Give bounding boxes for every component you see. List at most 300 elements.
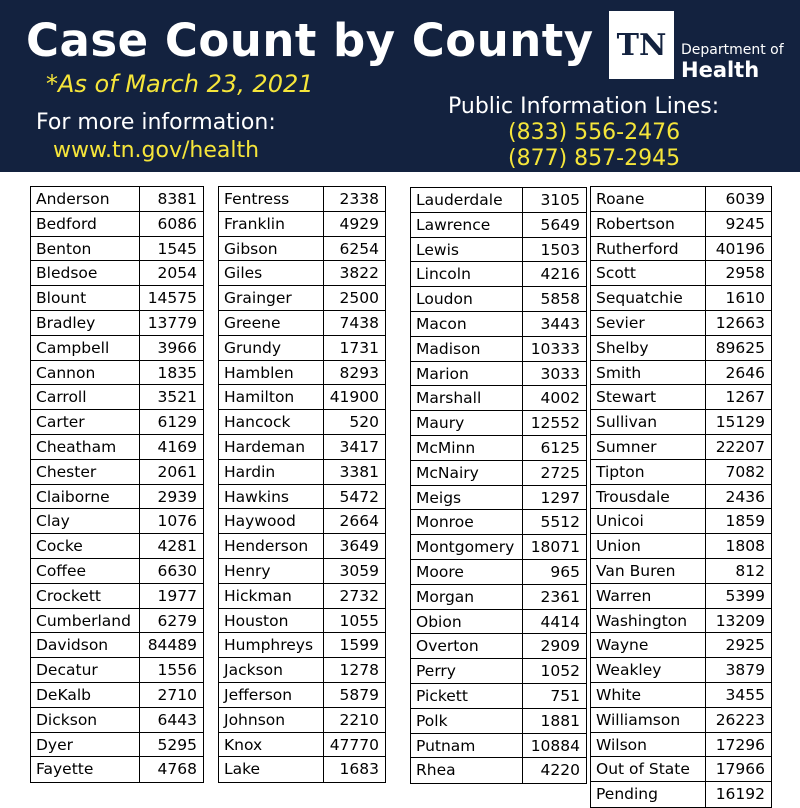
county-name: Houston — [224, 611, 289, 630]
county-name: Haywood — [224, 512, 296, 531]
case-count: 4281 — [139, 534, 203, 558]
table-row — [31, 534, 203, 559]
header-banner — [0, 0, 800, 172]
table-row — [591, 559, 771, 584]
case-count: 3649 — [323, 534, 385, 558]
county-name: Loudon — [416, 290, 473, 309]
table-row — [591, 237, 771, 262]
county-name: Perry — [416, 662, 456, 681]
table-row — [31, 658, 203, 683]
county-name: Sequatchie — [596, 289, 683, 308]
case-count: 1503 — [522, 238, 586, 262]
county-name: Knox — [224, 735, 263, 754]
table-row — [591, 733, 771, 758]
info-label: For more information: — [36, 110, 276, 135]
county-name: Washington — [596, 611, 688, 630]
case-count: 5649 — [522, 213, 586, 237]
county-name: Roane — [596, 190, 645, 208]
case-count: 2664 — [323, 509, 385, 533]
logo-department-text: Department of — [681, 42, 784, 58]
table-row — [591, 633, 771, 658]
case-count: 26223 — [705, 708, 771, 732]
county-name: Bedford — [36, 214, 97, 233]
table-row — [31, 361, 203, 386]
table-row — [219, 385, 385, 410]
case-count: 1610 — [705, 286, 771, 310]
case-count: 1297 — [522, 486, 586, 510]
table-row — [591, 410, 771, 435]
county-name: Cheatham — [36, 437, 117, 456]
table-row — [219, 609, 385, 634]
public-info-lines-title: Public Information Lines: — [448, 94, 720, 119]
case-count: 3966 — [139, 336, 203, 360]
case-count: 2939 — [139, 485, 203, 509]
table-row — [219, 311, 385, 336]
county-name: Gibson — [224, 239, 278, 258]
case-count: 6279 — [139, 609, 203, 633]
case-count: 2436 — [705, 485, 771, 509]
case-count: 1977 — [139, 584, 203, 608]
county-name: Carter — [36, 413, 85, 432]
county-name: Fayette — [36, 760, 94, 779]
county-name: Madison — [416, 339, 481, 358]
table-row — [411, 461, 586, 486]
table-row — [31, 311, 203, 336]
table-row — [31, 584, 203, 609]
table-row — [31, 757, 203, 782]
table-row — [31, 187, 203, 212]
case-count: 2054 — [139, 261, 203, 285]
case-count: 4220 — [522, 758, 586, 783]
county-name: Macon — [416, 314, 467, 333]
table-row — [31, 485, 203, 510]
case-count: 4414 — [522, 610, 586, 634]
county-name: Lewis — [416, 240, 459, 259]
county-name: Pickett — [416, 686, 468, 705]
table-row — [591, 782, 771, 807]
table-row — [219, 708, 385, 733]
case-count: 1808 — [705, 534, 771, 558]
table-row — [591, 757, 771, 782]
phone-number-2[interactable]: (877) 857-2945 — [508, 146, 681, 171]
table-row — [31, 708, 203, 733]
case-count: 965 — [522, 560, 586, 584]
county-name: Pending — [596, 785, 658, 804]
table-row — [31, 336, 203, 361]
county-name: Shelby — [596, 338, 649, 357]
county-name: Claiborne — [36, 487, 110, 506]
table-row — [219, 584, 385, 609]
table-row — [219, 187, 385, 212]
table-row — [31, 286, 203, 311]
county-name: Coffee — [36, 561, 87, 580]
table-row — [411, 758, 586, 783]
case-count: 12663 — [705, 311, 771, 335]
table-row — [411, 188, 586, 213]
county-table-column-1 — [30, 186, 204, 783]
case-count: 41900 — [323, 385, 385, 409]
table-row — [411, 510, 586, 535]
case-count: 1055 — [323, 609, 385, 633]
case-count: 6630 — [139, 559, 203, 583]
case-count: 1556 — [139, 658, 203, 682]
table-row — [219, 286, 385, 311]
county-table-column-3 — [410, 187, 587, 784]
county-name: Anderson — [36, 190, 110, 208]
case-count: 2361 — [522, 585, 586, 609]
county-name: Cocke — [36, 537, 83, 556]
case-count: 9245 — [705, 212, 771, 236]
table-row — [591, 435, 771, 460]
county-name: Warren — [596, 586, 652, 605]
table-row — [31, 212, 203, 237]
case-count: 16192 — [705, 782, 771, 807]
case-count: 2909 — [522, 634, 586, 658]
county-name: Lincoln — [416, 265, 471, 284]
case-count: 13779 — [139, 311, 203, 335]
county-name: Cumberland — [36, 611, 131, 630]
county-name: Fentress — [224, 190, 290, 208]
table-row — [591, 286, 771, 311]
table-row — [591, 361, 771, 386]
case-count: 6129 — [139, 410, 203, 434]
case-count: 7082 — [705, 460, 771, 484]
table-row — [591, 261, 771, 286]
case-count: 10333 — [522, 337, 586, 361]
county-name: Monroe — [416, 513, 474, 532]
county-name: Union — [596, 537, 641, 556]
table-row — [411, 213, 586, 238]
case-count: 4169 — [139, 435, 203, 459]
county-name: Dickson — [36, 710, 98, 729]
case-count: 6125 — [522, 436, 586, 460]
county-name: White — [596, 685, 642, 704]
county-name: Jefferson — [224, 685, 293, 704]
county-name: Henry — [224, 561, 271, 580]
county-name: Montgomery — [416, 538, 515, 557]
table-row — [591, 509, 771, 534]
case-count: 84489 — [139, 633, 203, 657]
county-name: Obion — [416, 612, 462, 631]
table-row — [219, 435, 385, 460]
table-row — [411, 337, 586, 362]
case-count: 520 — [323, 410, 385, 434]
county-name: Jackson — [224, 661, 283, 680]
table-row — [591, 336, 771, 361]
table-row — [591, 212, 771, 237]
table-row — [31, 733, 203, 758]
table-row — [411, 436, 586, 461]
case-count: 1731 — [323, 336, 385, 360]
table-row — [411, 535, 586, 560]
case-count: 6443 — [139, 708, 203, 732]
table-row — [219, 237, 385, 262]
case-count: 812 — [705, 559, 771, 583]
case-count: 2061 — [139, 460, 203, 484]
county-name: Weakley — [596, 661, 662, 680]
case-count: 40196 — [705, 237, 771, 261]
case-count: 15129 — [705, 410, 771, 434]
case-count: 2210 — [323, 708, 385, 732]
county-name: Benton — [36, 239, 92, 258]
table-row — [411, 684, 586, 709]
case-count: 89625 — [705, 336, 771, 360]
county-name: Maury — [416, 414, 465, 433]
case-count: 22207 — [705, 435, 771, 459]
case-count: 3443 — [522, 312, 586, 336]
table-row — [31, 237, 203, 262]
table-row — [31, 261, 203, 286]
county-name: McNairy — [416, 463, 479, 482]
table-row — [591, 609, 771, 634]
table-row — [219, 336, 385, 361]
table-row — [219, 733, 385, 758]
case-count: 3521 — [139, 385, 203, 409]
county-name: Marion — [416, 364, 469, 383]
county-name: Hardeman — [224, 437, 306, 456]
as-of-date: *As of March 23, 2021 — [46, 70, 314, 98]
county-name: Putnam — [416, 736, 476, 755]
county-name: Carroll — [36, 388, 87, 407]
case-count: 3381 — [323, 460, 385, 484]
table-row — [411, 486, 586, 511]
county-name: Trousdale — [596, 487, 670, 506]
case-count: 2338 — [323, 187, 385, 211]
table-row — [411, 287, 586, 312]
case-count: 1881 — [522, 709, 586, 733]
case-count: 17966 — [705, 757, 771, 781]
table-row — [591, 658, 771, 683]
case-count: 3033 — [522, 362, 586, 386]
case-count: 2710 — [139, 683, 203, 707]
case-count: 10884 — [522, 734, 586, 758]
case-count: 2500 — [323, 286, 385, 310]
county-name: Greene — [224, 313, 281, 332]
county-name: Smith — [596, 363, 642, 382]
table-row — [219, 757, 385, 782]
county-name: Decatur — [36, 661, 98, 680]
county-name: Franklin — [224, 214, 285, 233]
table-row — [591, 460, 771, 485]
table-row — [219, 633, 385, 658]
county-name: Williamson — [596, 710, 681, 729]
county-name: Tipton — [596, 462, 645, 481]
county-name: Grainger — [224, 289, 292, 308]
table-row — [219, 212, 385, 237]
table-row — [31, 609, 203, 634]
county-name: Grundy — [224, 338, 282, 357]
case-count: 17296 — [705, 733, 771, 757]
table-row — [31, 683, 203, 708]
county-name: Hamilton — [224, 388, 295, 407]
county-name: Dyer — [36, 735, 74, 754]
table-row — [591, 584, 771, 609]
county-name: Blount — [36, 289, 87, 308]
county-name: Unicoi — [596, 512, 644, 531]
county-name: Henderson — [224, 537, 309, 556]
case-count: 3059 — [323, 559, 385, 583]
county-name: Rhea — [416, 761, 456, 780]
county-name: Stewart — [596, 388, 657, 407]
table-row — [411, 411, 586, 436]
table-row — [219, 261, 385, 286]
table-row — [219, 509, 385, 534]
case-count: 2958 — [705, 261, 771, 285]
table-row — [411, 585, 586, 610]
table-row — [219, 361, 385, 386]
county-name: Overton — [416, 637, 479, 656]
case-count: 3455 — [705, 683, 771, 707]
county-name: Cannon — [36, 363, 96, 382]
table-row — [411, 560, 586, 585]
county-name: Hawkins — [224, 487, 290, 506]
table-row — [219, 410, 385, 435]
county-table-column-2 — [218, 186, 386, 783]
case-count: 2732 — [323, 584, 385, 608]
county-name: Humphreys — [224, 636, 314, 655]
case-count: 13209 — [705, 609, 771, 633]
table-row — [219, 658, 385, 683]
case-count: 8381 — [139, 187, 203, 211]
table-row — [219, 460, 385, 485]
case-count: 5472 — [323, 485, 385, 509]
case-count: 5879 — [323, 683, 385, 707]
case-count: 1076 — [139, 509, 203, 533]
county-name: Bledsoe — [36, 264, 98, 283]
county-name: Sullivan — [596, 413, 658, 432]
case-count: 4216 — [522, 262, 586, 286]
table-row — [411, 312, 586, 337]
case-count: 5512 — [522, 510, 586, 534]
county-name: Davidson — [36, 636, 109, 655]
county-name: Marshall — [416, 389, 482, 408]
county-table-column-4 — [590, 186, 772, 808]
table-row — [31, 435, 203, 460]
county-name: Hardin — [224, 462, 276, 481]
table-row — [31, 410, 203, 435]
county-name: Clay — [36, 512, 70, 531]
county-name: Sumner — [596, 437, 657, 456]
county-name: McMinn — [416, 438, 476, 457]
county-name: Out of State — [596, 760, 690, 779]
county-name: Campbell — [36, 338, 110, 357]
table-row — [411, 262, 586, 287]
case-count: 4002 — [522, 386, 586, 410]
tn-logo-mark: TN — [609, 11, 674, 79]
case-count: 2646 — [705, 361, 771, 385]
county-name: Bradley — [36, 313, 96, 332]
county-name: Wayne — [596, 636, 649, 655]
case-count: 5399 — [705, 584, 771, 608]
table-row — [411, 734, 586, 759]
table-row — [219, 534, 385, 559]
table-row — [411, 709, 586, 734]
case-count: 1052 — [522, 659, 586, 683]
case-count: 5858 — [522, 287, 586, 311]
case-count: 2725 — [522, 461, 586, 485]
table-row — [411, 238, 586, 263]
case-count: 12552 — [522, 411, 586, 435]
county-name: Lauderdale — [416, 191, 503, 209]
county-name: Sevier — [596, 313, 645, 332]
case-count: 1267 — [705, 385, 771, 409]
county-name: Hamblen — [224, 363, 294, 382]
page-title: Case Count by County — [26, 14, 594, 67]
county-name: DeKalb — [36, 685, 92, 704]
county-name: Hancock — [224, 413, 291, 432]
case-count: 2925 — [705, 633, 771, 657]
table-row — [31, 509, 203, 534]
case-count: 751 — [522, 684, 586, 708]
case-count: 3879 — [705, 658, 771, 682]
case-count: 1599 — [323, 633, 385, 657]
table-row — [411, 659, 586, 684]
table-row — [219, 559, 385, 584]
case-count: 7438 — [323, 311, 385, 335]
case-count: 3822 — [323, 261, 385, 285]
case-count: 6254 — [323, 237, 385, 261]
table-row — [591, 534, 771, 559]
case-count: 3105 — [522, 188, 586, 212]
county-name: Wilson — [596, 735, 647, 754]
county-name: Moore — [416, 562, 464, 581]
table-row — [591, 187, 771, 212]
case-count: 1545 — [139, 237, 203, 261]
case-count: 1278 — [323, 658, 385, 682]
table-row — [31, 460, 203, 485]
case-count: 1859 — [705, 509, 771, 533]
case-count: 18071 — [522, 535, 586, 559]
county-name: Van Buren — [596, 561, 676, 580]
county-name: Chester — [36, 462, 97, 481]
case-count: 4768 — [139, 757, 203, 782]
table-row — [411, 386, 586, 411]
logo-health-text: Health — [681, 58, 760, 82]
county-name: Rutherford — [596, 239, 679, 258]
table-row — [31, 633, 203, 658]
table-row — [31, 559, 203, 584]
county-name: Scott — [596, 264, 636, 283]
info-url-link[interactable]: www.tn.gov/health — [53, 138, 260, 163]
county-name: Polk — [416, 711, 448, 730]
case-count: 8293 — [323, 361, 385, 385]
county-name: Crockett — [36, 586, 101, 605]
table-row — [219, 683, 385, 708]
county-name: Johnson — [224, 710, 286, 729]
case-count: 4929 — [323, 212, 385, 236]
case-count: 1683 — [323, 757, 385, 782]
table-row — [411, 610, 586, 635]
table-row — [591, 708, 771, 733]
table-row — [31, 385, 203, 410]
county-name: Lawrence — [416, 215, 491, 234]
county-name: Lake — [224, 760, 261, 779]
table-row — [591, 311, 771, 336]
table-row — [411, 634, 586, 659]
county-name: Morgan — [416, 587, 475, 606]
table-row — [591, 485, 771, 510]
table-row — [411, 362, 586, 387]
phone-number-1[interactable]: (833) 556-2476 — [508, 120, 681, 145]
case-count: 5295 — [139, 733, 203, 757]
table-row — [219, 485, 385, 510]
case-count: 47770 — [323, 733, 385, 757]
case-count: 3417 — [323, 435, 385, 459]
table-row — [591, 385, 771, 410]
county-name: Hickman — [224, 586, 292, 605]
case-count: 6039 — [705, 187, 771, 211]
county-name: Robertson — [596, 214, 675, 233]
